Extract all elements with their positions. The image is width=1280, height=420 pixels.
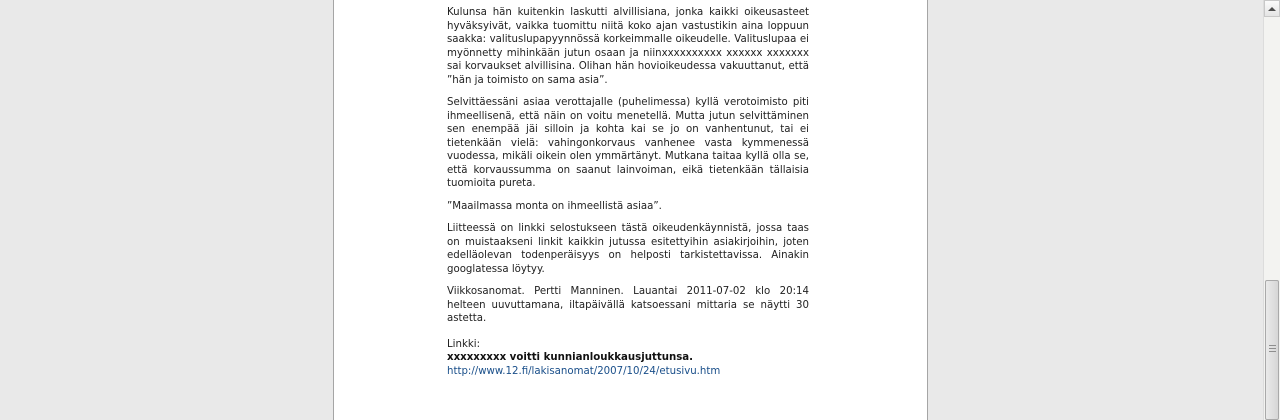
scroll-up-arrow-icon (1268, 7, 1276, 11)
thumb-grip-line (1269, 348, 1276, 349)
thumb-grip-line (1269, 351, 1276, 352)
vertical-scrollbar[interactable] (1263, 0, 1280, 420)
paragraph-1: Kulunsa hän kuitenkin laskutti alvillisiana, jonka kaikki oikeusasteet hyväksyivät, vaikka tuomittu niitä koko ajan vastustikin aina loppuun saakka: valituslupapyynnössä korkeimmalle oikeudelle. Valituslupaa ei myönnetty mihinkään jutun osaan ja niinxxxxxxxxxx xxxxxx xxxxxxx sai korvaukset alvillisina. Olihan hän hovioikeudessa vakuuttanut, että ”hän ja toimisto on sama asia”. (447, 7, 809, 86)
link-title: xxxxxxxxx voitti kunnianloukkausjuttunsa. (447, 352, 694, 363)
scroll-up-button[interactable] (1264, 0, 1280, 17)
links-label: Linkki: (447, 338, 481, 350)
thumb-grip-line (1269, 345, 1276, 346)
paragraph-signature: Viikkosanomat. Pertti Manninen. Lauantai 2011-07-02 klo 20:14 helteen uuvuttamana, iltapäivällä katsoessani mittaria se näytti 30 astetta. (447, 286, 809, 324)
scroll-thumb[interactable] (1265, 280, 1279, 420)
article-link[interactable]: http://www.12.fi/lakisanomat/2007/10/24/etusivu.htm (447, 365, 721, 377)
page-column (333, 0, 928, 420)
article-content (447, 6, 809, 387)
paragraph-2: Selvittäessäni asiaa verottajalle (puhelimessa) kyllä verotoimisto piti ihmeellisenä, että näin on voitu menetellä. Mutta jutun selvittäminen sen enempää jäi silloin ja kohta kai se jo on vanhentunut, tai ei tietenkään vielä: vahingonkorvaus vanhenee vasta kymmenessä vuodessa, mikäli oikein olen ymmärtänyt. Mutkana taitaa kyllä olla se, että korvaussumma on saanut lainvoiman, eikä tietenkään tällaisia tuomioita pureta. (447, 97, 809, 189)
links-section (447, 338, 809, 379)
paragraph-3: Liitteessä on linkki selostukseen tästä oikeudenkäynnistä, jossa taas on muistaakseni linkit kaikkin jutussa esitettyihin asiakirjoihin, joten edelläolevan todenperäisyys on helposti tarkistettavissa. Ainakin googlatessa löytyy. (447, 223, 809, 275)
paragraph-quote: ”Maailmassa monta on ihmeellistä asiaa”. (447, 200, 662, 212)
